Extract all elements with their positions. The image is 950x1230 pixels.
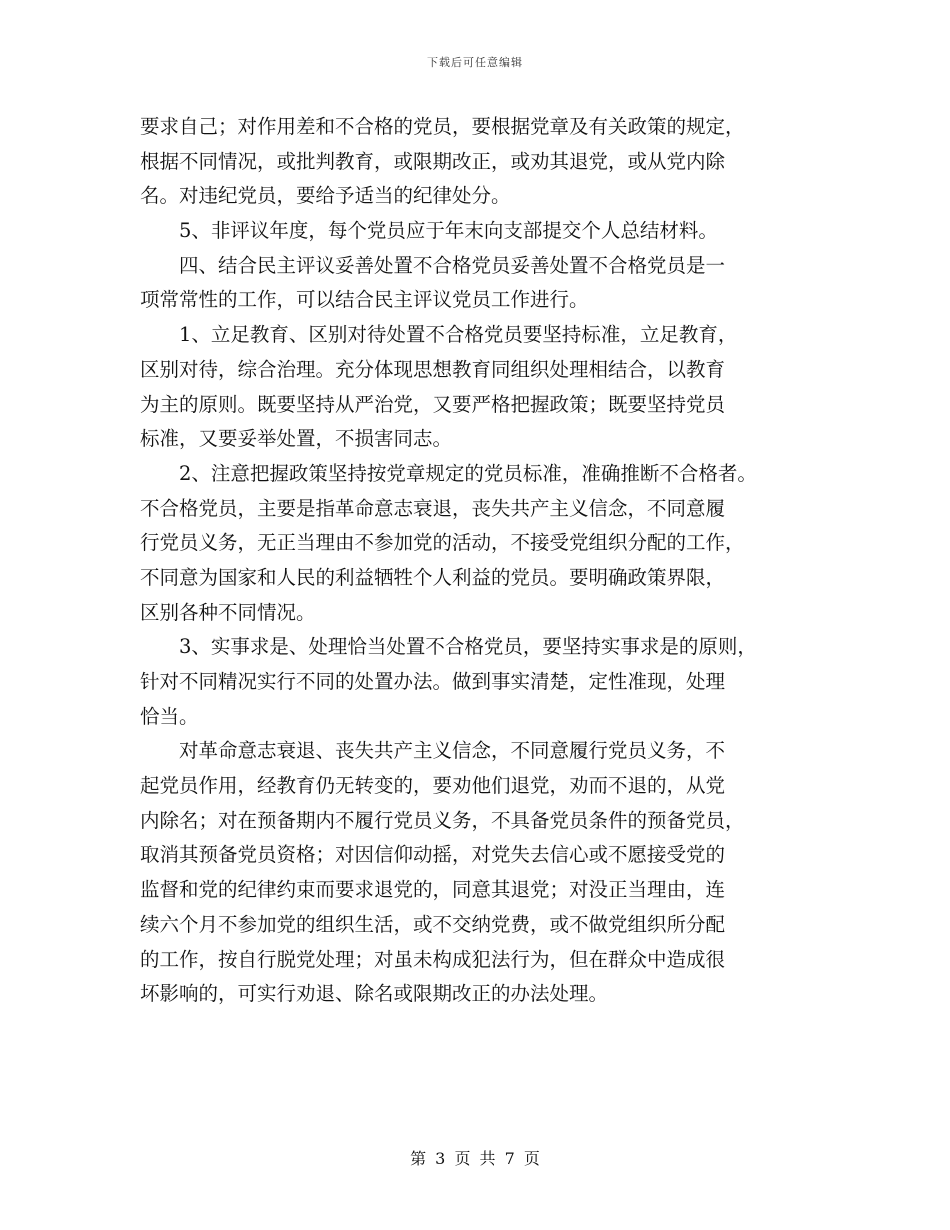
paragraph-line: 取消其预备党员资格；对因信仰动摇，对党失去信心或不愿接受党的 — [140, 843, 726, 867]
paragraph-line: 的工作，按自行脱党处理；对虽未构成犯法行为，但在群众中造成很 — [140, 947, 726, 971]
paragraph-first-line: 对革命意志衰退、丧失共产主义信念，不同意履行党员义务，不 — [179, 739, 726, 763]
paragraph-first-line: 3、实事求是、处理恰当处置不合格党员，要坚持实事求是的原则， — [179, 635, 757, 659]
paragraph-line: 不合格党员，主要是指革命意志衰退，丧失共产主义信念，不同意履 — [140, 496, 726, 520]
paragraph-line: 名。对违纪党员，要给予适当的纪律处分。 — [140, 184, 511, 208]
paragraph-line: 内除名；对在预备期内不履行党员义务，不具备党员条件的预备党员， — [140, 808, 745, 832]
paragraph-line: 行党员义务，无正当理由不参加党的活动，不接受党组织分配的工作， — [140, 531, 745, 555]
paragraph-line: 区别各种不同情况。 — [140, 600, 316, 624]
paragraph-line: 标准，又要妥举处置，不损害同志。 — [140, 427, 453, 451]
paragraph-line: 起党员作用，经教育仍无转变的，要劝他们退党，劝而不退的，从党 — [140, 774, 726, 798]
paragraph-line: 区别对待，综合治理。充分体现思想教育同组织处理相结合，以教育 — [140, 357, 726, 381]
paragraph-line: 坏影响的，可实行劝退、除名或限期改正的办法处理。 — [140, 982, 609, 1006]
paragraph-line: 续六个月不参加党的组织生活，或不交纳党费，或不做党组织所分配 — [140, 912, 726, 936]
paragraph-first-line: 2、注意把握政策坚持按党章规定的党员标准，准确推断不合格者。 — [179, 461, 757, 485]
paragraph-first-line: 1、立足教育、区别对待处置不合格党员要坚持标准，立足教育， — [179, 323, 738, 347]
document-body — [140, 110, 820, 1012]
paragraph-line: 根据不同情况，或批判教育，或限期改正，或劝其退党，或从党内除 — [140, 149, 726, 173]
paragraph-first-line: 5、非评议年度，每个党员应于年末向支部提交个人总结材料。 — [179, 219, 718, 243]
paragraph-first-line: 四、结合民主评议妥善处置不合格党员妥善处置不合格党员是一 — [179, 253, 726, 277]
paragraph-line: 为主的原则。既要坚持从严治党，又要严格把握政策；既要坚持党员 — [140, 392, 726, 416]
paragraph-line: 监督和党的纪律约束而要求退党的，同意其退党；对没正当理由，连 — [140, 878, 726, 902]
page-footer: 第 3 页 共 7 页 — [410, 1149, 540, 1168]
page-header: 下载后可任意编辑 — [427, 56, 523, 69]
paragraph-line: 针对不同精况实行不同的处置办法。做到事实清楚，定性准现，处理 — [140, 670, 726, 693]
paragraph-line: 不同意为国家和人民的利益牺牲个人利益的党员。要明确政策界限， — [140, 565, 726, 589]
paragraph-line: 项常常性的工作，可以结合民主评议党员工作进行。 — [140, 288, 589, 312]
paragraph-line: 恰当。 — [140, 704, 199, 728]
paragraph-line: 要求自己；对作用差和不合格的党员，要根据党章及有关政策的规定， — [140, 115, 745, 138]
